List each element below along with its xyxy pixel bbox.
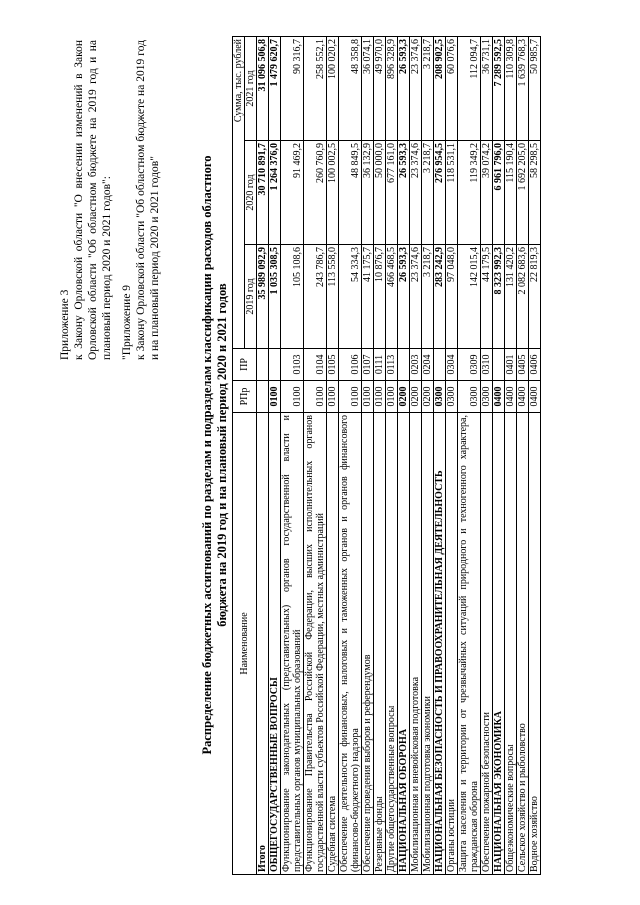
row-2020-cell: 48 849,5: [339, 141, 362, 245]
row-2020-cell: 3 218,7: [422, 141, 434, 245]
row-pr-cell: 0203: [410, 349, 422, 381]
row-rpr-cell: 0100: [386, 381, 398, 413]
row-2021-cell: 110 309,8: [505, 36, 517, 140]
document-title: Распределение бюджетных ассигнований по разделам и подразделам классификации расходов областного бюджета на 2019 год и на плановый период 2020 и 2021 годов: [200, 155, 229, 755]
row-2021-cell: 112 094,7: [458, 36, 481, 140]
row-rpr-cell: 0400: [517, 381, 529, 413]
row-2020-cell: 118 531,1: [446, 141, 458, 245]
annex-block: [58, 40, 162, 360]
row-2019-cell: 283 242,9: [434, 245, 446, 349]
row-2020-cell: 50 000,0: [374, 141, 386, 245]
row-name-cell: Водное хозяйство: [529, 413, 541, 875]
table-row: [529, 36, 541, 874]
row-2019-cell: 243 786,7: [304, 245, 327, 349]
row-2020-cell: 119 349,2: [458, 141, 481, 245]
row-2021-cell: 36 074,1: [362, 36, 374, 140]
row-pr-cell: [434, 349, 446, 381]
row-2019-cell: 44 179,5: [481, 245, 493, 349]
row-rpr-cell: 0300: [434, 381, 446, 413]
row-2019-cell: 1 035 308,5: [269, 245, 281, 349]
header-2021: 2021 год: [245, 36, 257, 140]
table-row: [422, 36, 434, 874]
row-name-cell: Обеспечение проведения выборов и референдумов: [362, 413, 374, 875]
row-2021-cell: 26 593,3: [398, 36, 410, 140]
row-2021-cell: 208 902,5: [434, 36, 446, 140]
row-2020-cell: 6 961 796,0: [493, 141, 505, 245]
row-name-cell: Обеспечение деятельности финансовых, налоговых и таможенных органов и органов финансового (финансово-бюджетного) надзора: [339, 413, 362, 875]
row-name-cell: НАЦИОНАЛЬНАЯ ОБОРОНА: [398, 413, 410, 875]
row-name-cell: НАЦИОНАЛЬНАЯ БЕЗОПАСНОСТЬ И ПРАВООХРАНИТЕЛЬНАЯ ДЕЯТЕЛЬНОСТЬ: [434, 413, 446, 875]
row-2019-cell: 2 082 683,6: [517, 245, 529, 349]
row-pr-cell: 0111: [374, 349, 386, 381]
row-rpr-cell: 0300: [458, 381, 481, 413]
row-rpr-cell: [257, 381, 269, 413]
row-name-cell: Судебная система: [327, 413, 339, 875]
row-rpr-cell: 0100: [269, 381, 281, 413]
table-row: [362, 36, 374, 874]
row-pr-cell: 0309: [458, 349, 481, 381]
row-2019-cell: 142 015,4: [458, 245, 481, 349]
row-rpr-cell: 0300: [481, 381, 493, 413]
row-pr-cell: 0103: [281, 349, 304, 381]
table-row: [304, 36, 327, 874]
table-row: [374, 36, 386, 874]
row-2021-cell: 3 218,7: [422, 36, 434, 140]
table-body: [257, 36, 541, 874]
row-name-cell: Мобилизационная и вневойсковая подготовка: [410, 413, 422, 875]
table-row: [386, 36, 398, 874]
header-rpr: РПр: [233, 381, 257, 413]
row-name-cell: Сельское хозяйство и рыболовство: [517, 413, 529, 875]
row-pr-cell: [493, 349, 505, 381]
row-2021-cell: 90 316,7: [281, 36, 304, 140]
row-2021-cell: 36 731,1: [481, 36, 493, 140]
row-pr-cell: [269, 349, 281, 381]
table-row: [281, 36, 304, 874]
row-rpr-cell: 0100: [374, 381, 386, 413]
annex-number: Приложение 3: [59, 289, 71, 360]
table-row: [327, 36, 339, 874]
header-name: Наименование: [233, 413, 257, 875]
row-2019-cell: 3 218,7: [422, 245, 434, 349]
row-rpr-cell: 0300: [446, 381, 458, 413]
row-name-cell: Итого: [257, 413, 269, 875]
table-row: [505, 36, 517, 874]
table-row: [257, 36, 269, 874]
row-2021-cell: 258 552,1: [304, 36, 327, 140]
row-rpr-cell: 0400: [529, 381, 541, 413]
table-row: [398, 36, 410, 874]
row-2021-cell: 48 358,8: [339, 36, 362, 140]
row-2021-cell: 1 479 620,7: [269, 36, 281, 140]
row-rpr-cell: 0200: [410, 381, 422, 413]
row-pr-cell: 0104: [304, 349, 327, 381]
row-pr-cell: [257, 349, 269, 381]
row-rpr-cell: 0400: [505, 381, 517, 413]
row-2021-cell: 50 985,7: [529, 36, 541, 140]
row-2021-cell: 100 020,2: [327, 36, 339, 140]
row-rpr-cell: 0100: [304, 381, 327, 413]
table-row: [493, 36, 505, 874]
row-2020-cell: 115 190,4: [505, 141, 517, 245]
annex-law-reference: к Закону Орловской области "О внесении изменений в Закон Орловской области "Об областном бюджете на 2019 год и на плановый период 2020 и 2021 годов":: [73, 40, 113, 360]
row-pr-cell: 0107: [362, 349, 374, 381]
row-pr-cell: 0405: [517, 349, 529, 381]
row-name-cell: Другие общегосударственные вопросы: [386, 413, 398, 875]
annex-original-number: "Приложение 9: [121, 284, 133, 360]
row-pr-cell: [398, 349, 410, 381]
row-name-cell: Защита населения и территории от чрезвычайных ситуаций природного и техногенного характера, гражданская оборона: [458, 413, 481, 875]
header-2020: 2020 год: [245, 141, 257, 245]
row-2021-cell: 1 639 768,3: [517, 36, 529, 140]
row-name-cell: Резервные фонды: [374, 413, 386, 875]
row-2019-cell: 8 323 992,3: [493, 245, 505, 349]
row-2020-cell: 36 132,9: [362, 141, 374, 245]
row-2020-cell: 100 002,5: [327, 141, 339, 245]
row-pr-cell: 0406: [529, 349, 541, 381]
row-2020-cell: 260 760,9: [304, 141, 327, 245]
row-2019-cell: 54 334,3: [339, 245, 362, 349]
row-2020-cell: 91 469,2: [281, 141, 304, 245]
row-pr-cell: 0106: [339, 349, 362, 381]
table-row: [458, 36, 481, 874]
row-2019-cell: 23 374,6: [410, 245, 422, 349]
table-row: [481, 36, 493, 874]
row-2020-cell: 39 074,2: [481, 141, 493, 245]
annex-original-law-reference: к Закону Орловской области "Об областном бюджете на 2019 год и на плановый период 2020 и 2021 годов": [135, 40, 161, 360]
header-sum-group: Сумма, тыс. рублей: [233, 36, 245, 348]
row-rpr-cell: 0400: [493, 381, 505, 413]
budget-table: [232, 36, 541, 875]
table-header-row: [233, 36, 245, 874]
row-rpr-cell: 0100: [327, 381, 339, 413]
row-pr-cell: 0310: [481, 349, 493, 381]
row-pr-cell: 0105: [327, 349, 339, 381]
table-row: [410, 36, 422, 874]
row-pr-cell: 0113: [386, 349, 398, 381]
row-2020-cell: 30 710 891,7: [257, 141, 269, 245]
table-row: [434, 36, 446, 874]
row-rpr-cell: 0200: [422, 381, 434, 413]
row-name-cell: НАЦИОНАЛЬНАЯ ЭКОНОМИКА: [493, 413, 505, 875]
table-row: [269, 36, 281, 874]
table-row: [517, 36, 529, 874]
row-2019-cell: 35 989 092,9: [257, 245, 269, 349]
row-2021-cell: 31 096 506,8: [257, 36, 269, 140]
row-name-cell: Общеэкономические вопросы: [505, 413, 517, 875]
header-2019: 2019 год: [245, 245, 257, 349]
row-2021-cell: 896 328,9: [386, 36, 398, 140]
row-pr-cell: 0204: [422, 349, 434, 381]
row-name-cell: Функционирование законодательных (представительных) органов государственной власти и представительных органов муниципальных образований: [281, 413, 304, 875]
row-2020-cell: 1 692 205,0: [517, 141, 529, 245]
row-name-cell: Обеспечение пожарной безопасности: [481, 413, 493, 875]
row-2019-cell: 113 558,0: [327, 245, 339, 349]
row-name-cell: Функционирование Правительства Российской Федерации, высших исполнительных органов государственной власти субъектов Российской Федерации, местных администраций: [304, 413, 327, 875]
row-name-cell: Органы юстиции: [446, 413, 458, 875]
row-2019-cell: 466 468,5: [386, 245, 398, 349]
row-2019-cell: 26 593,3: [398, 245, 410, 349]
row-2020-cell: 23 374,6: [410, 141, 422, 245]
row-2020-cell: 26 593,3: [398, 141, 410, 245]
row-2019-cell: 131 420,2: [505, 245, 517, 349]
row-2020-cell: 677 161,0: [386, 141, 398, 245]
row-2020-cell: 1 264 376,0: [269, 141, 281, 245]
row-pr-cell: 0304: [446, 349, 458, 381]
row-2020-cell: 58 298,5: [529, 141, 541, 245]
row-2020-cell: 276 954,5: [434, 141, 446, 245]
row-name-cell: ОБЩЕГОСУДАРСТВЕННЫЕ ВОПРОСЫ: [269, 413, 281, 875]
row-rpr-cell: 0100: [362, 381, 374, 413]
row-2021-cell: 49 970,0: [374, 36, 386, 140]
row-2021-cell: 7 289 592,5: [493, 36, 505, 140]
row-pr-cell: 0401: [505, 349, 517, 381]
table-row: [339, 36, 362, 874]
row-2019-cell: 105 108,6: [281, 245, 304, 349]
row-rpr-cell: 0100: [281, 381, 304, 413]
header-pr: ПР: [233, 349, 257, 381]
row-2021-cell: 60 076,6: [446, 36, 458, 140]
row-2019-cell: 10 876,7: [374, 245, 386, 349]
table-row: [446, 36, 458, 874]
row-name-cell: Мобилизационная подготовка экономики: [422, 413, 434, 875]
row-2021-cell: 23 374,6: [410, 36, 422, 140]
row-2019-cell: 41 175,7: [362, 245, 374, 349]
row-rpr-cell: 0200: [398, 381, 410, 413]
row-2019-cell: 22 819,3: [529, 245, 541, 349]
row-rpr-cell: 0100: [339, 381, 362, 413]
row-2019-cell: 97 048,0: [446, 245, 458, 349]
